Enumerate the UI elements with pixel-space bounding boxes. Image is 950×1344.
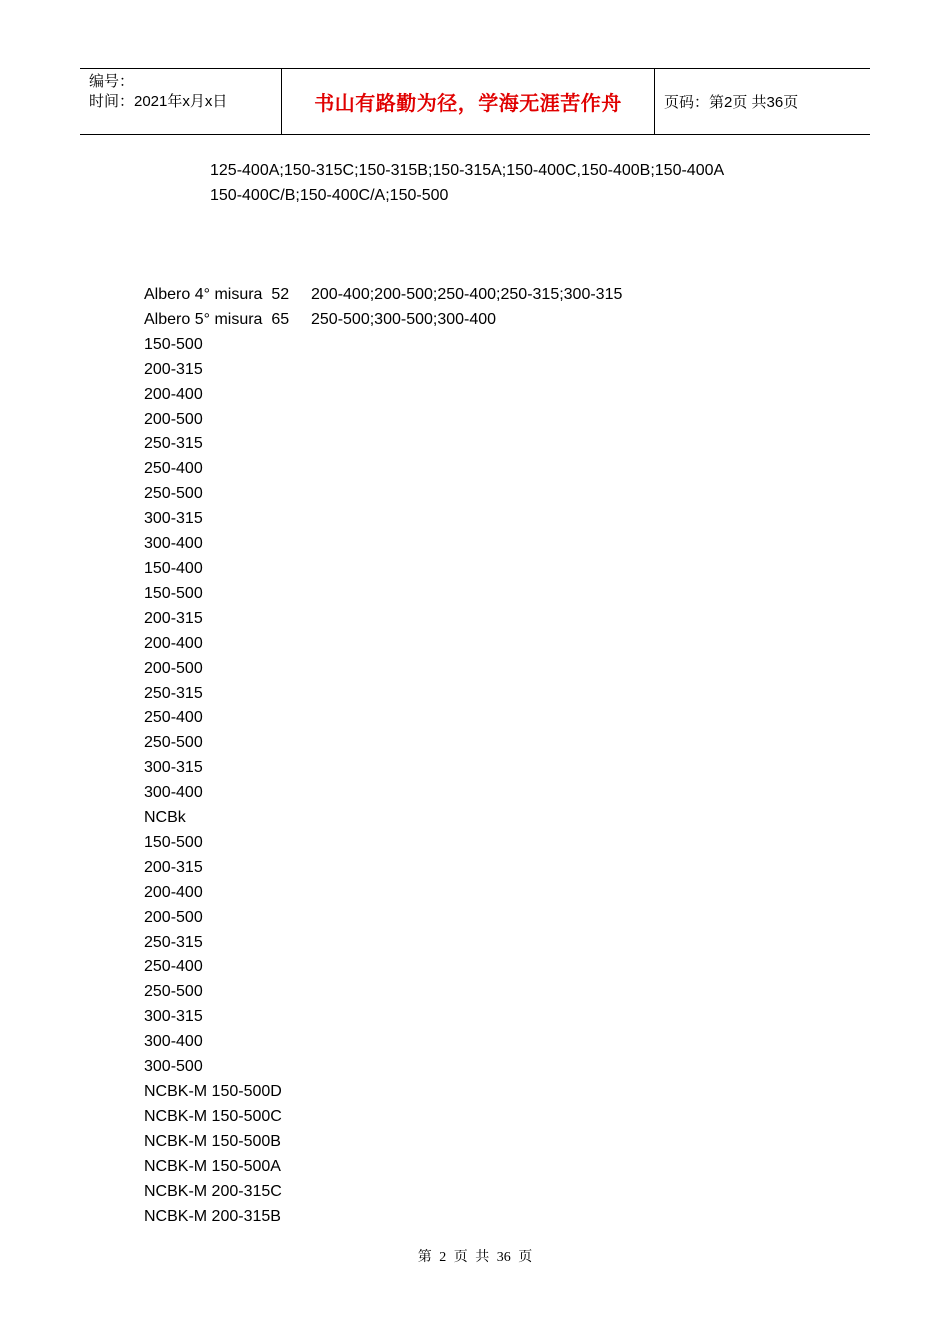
list-item: 250-315 — [144, 435, 203, 453]
list-item: 300-400 — [144, 535, 203, 553]
list-item: 300-315 — [144, 510, 203, 528]
table-row — [144, 283, 622, 308]
list-item: 250-400 — [144, 958, 203, 976]
row-label: Albero 5° misura 65 — [144, 310, 290, 328]
list-item: 200-500 — [144, 659, 203, 677]
list-item: 300-315 — [144, 1008, 203, 1026]
list-item: NCBK-M 200-315C — [144, 1182, 282, 1200]
list-item: 300-400 — [144, 784, 203, 802]
list-item: NCBK-M 150-500C — [144, 1107, 282, 1125]
table-row — [144, 308, 622, 333]
list-item: NCBK-M 200-315B — [144, 1207, 281, 1225]
document-number-label: 编号： — [89, 73, 135, 90]
row-label: Albero 4° misura 52 — [144, 286, 290, 303]
list-item: 200-315 — [144, 609, 203, 627]
list-item: 250-400 — [144, 709, 203, 727]
list-item: 250-500 — [144, 983, 203, 1001]
list-item: NCBk — [144, 809, 186, 827]
list-item: 200-400 — [144, 385, 203, 403]
page-footer: 第 2 页 共 36 页 — [417, 1250, 533, 1265]
list-item: 150-500 — [144, 335, 203, 353]
list-item: NCBK-M 150-500B — [144, 1132, 281, 1150]
list-item: 150-500 — [144, 584, 203, 602]
list-item: 200-400 — [144, 634, 203, 652]
header-motto: 书山有路勤为径，学海无涯苦作舟 — [282, 69, 655, 134]
page-header — [80, 68, 870, 135]
body-content — [144, 283, 622, 1229]
list-item: 200-400 — [144, 883, 203, 901]
list-item: 150-400 — [144, 559, 203, 577]
document-date: 时间：2021年x月x日 — [89, 93, 228, 110]
list-item: 200-315 — [144, 360, 203, 378]
list-item: 250-400 — [144, 460, 203, 478]
row-value: 250-500;300-500;300-400 — [311, 310, 497, 328]
list-item: NCBK-M 150-500A — [144, 1157, 281, 1175]
row-value: 200-400;200-500;250-400;250-315;300-315 — [311, 286, 623, 303]
header-page-info: 页码：第2页 共36页 — [664, 94, 799, 111]
list-item: 200-500 — [144, 908, 203, 926]
header-meta — [80, 69, 282, 134]
list-item: 300-500 — [144, 1058, 203, 1076]
model-list — [144, 333, 622, 1230]
top-model-lines — [210, 158, 724, 208]
list-item: 250-500 — [144, 485, 203, 503]
model-line: 150-400C/B;150-400C/A;150-500 — [210, 187, 449, 204]
list-item: 300-400 — [144, 1033, 203, 1051]
list-item: 250-500 — [144, 734, 203, 752]
list-item: 200-315 — [144, 858, 203, 876]
list-item: 250-315 — [144, 684, 203, 702]
list-item: NCBK-M 150-500D — [144, 1083, 282, 1100]
list-item: 150-500 — [144, 833, 203, 851]
list-item: 250-315 — [144, 933, 203, 951]
list-item: 200-500 — [144, 410, 203, 428]
list-item: 300-315 — [144, 759, 203, 777]
model-line: 125-400A;150-315C;150-315B;150-315A;150-400C,150-400B;150-400A — [210, 162, 725, 179]
